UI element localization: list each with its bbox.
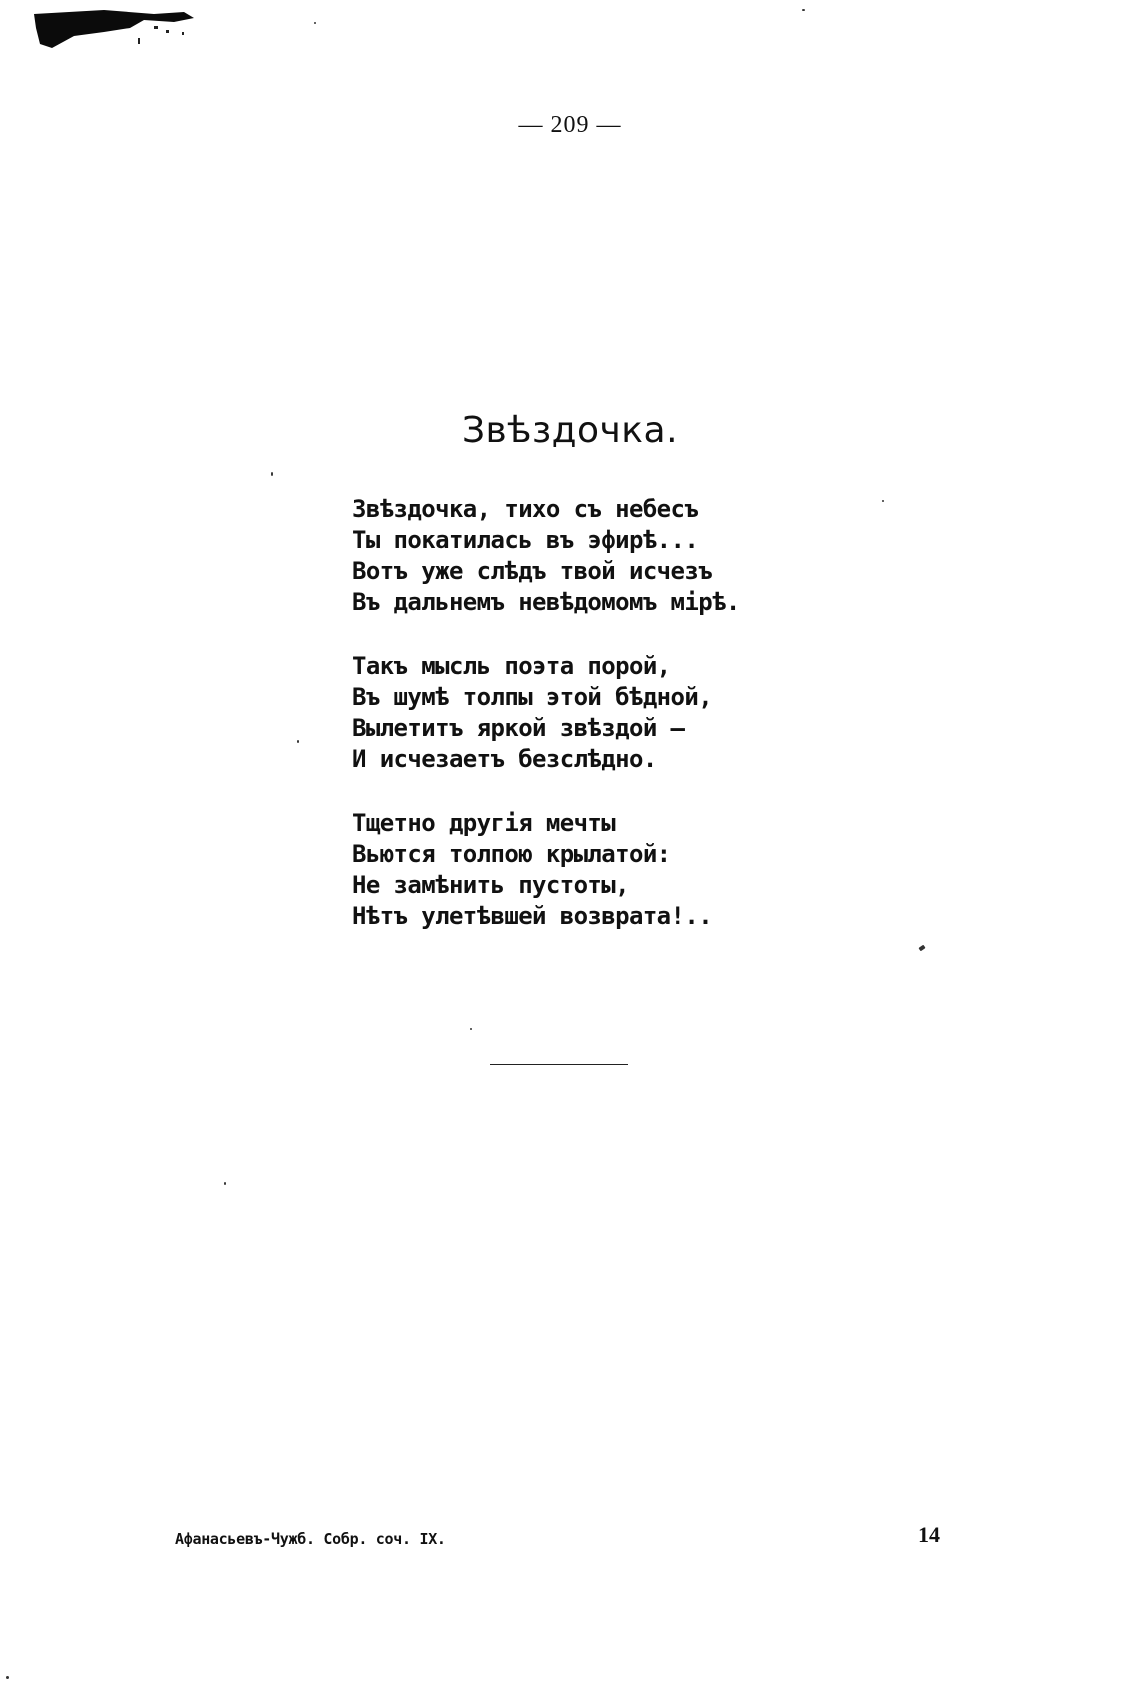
verse-line: Не замѣнить пустоты, [352, 871, 629, 899]
poem-title: Звѣздочка. [461, 410, 679, 451]
poem-body [352, 494, 872, 965]
scan-speck [297, 740, 299, 743]
verse-line: Въ шумѣ толпы этой бѣдной, [352, 683, 713, 711]
scan-smudge-mark [34, 8, 199, 54]
verse-line: Вылетитъ яркой звѣздой — [352, 714, 685, 742]
page-number: — 209 — [518, 112, 622, 138]
scan-speck [271, 472, 273, 476]
scan-speck [224, 1182, 226, 1185]
verse-line: Нѣтъ улетѣвшей возврата!.. [352, 902, 713, 930]
stanza [352, 494, 872, 618]
signature-mark: 14 [918, 1522, 940, 1547]
verse-line: Звѣздочка, тихо съ небесъ [352, 495, 699, 523]
verse-line: Такъ мысль поэта порой, [352, 652, 671, 680]
end-rule-divider [490, 1064, 628, 1065]
scan-speck [802, 9, 805, 11]
scan-speck [918, 945, 925, 952]
verse-line: Ты покатилась въ эфирѣ... [352, 526, 699, 554]
verse-line: И исчезаетъ безслѣдно. [352, 745, 657, 773]
verse-line: Вотъ уже слѣдъ твой исчезъ [352, 557, 713, 585]
stanza [352, 651, 872, 775]
verse-line: Тщетно другія мечты [352, 809, 616, 837]
footer-source: Афанасьевъ-Чужб. Собр. соч. IX. [175, 1530, 446, 1548]
scan-speck [314, 22, 316, 24]
scan-speck [6, 1676, 9, 1679]
scan-speck [470, 1028, 472, 1030]
scan-speck [882, 500, 884, 502]
verse-line: Въ дальнемъ невѣдомомъ мірѣ. [352, 588, 740, 616]
verse-line: Вьются толпою крылатой: [352, 840, 671, 868]
stanza [352, 808, 872, 932]
